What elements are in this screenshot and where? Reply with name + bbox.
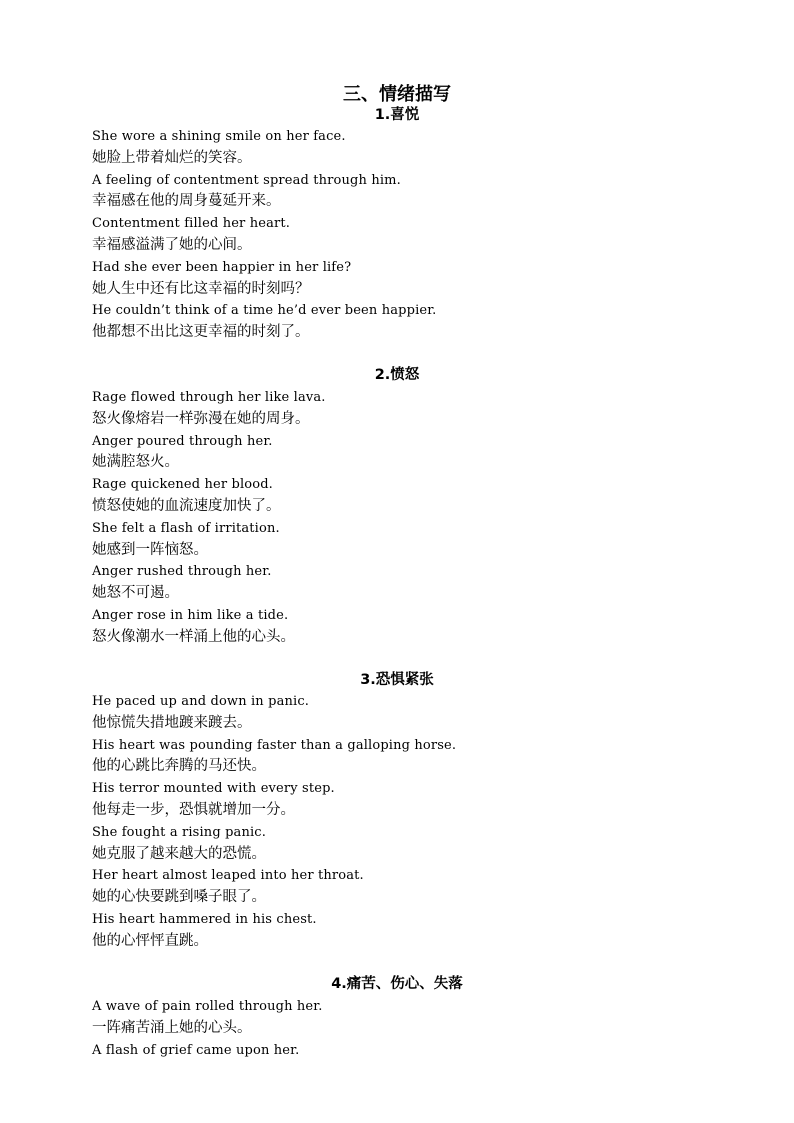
english-sentence: Rage quickened her blood. — [92, 477, 273, 493]
english-sentence: He paced up and down in panic. — [92, 694, 310, 709]
chinese-translation: 一阵痛苦涌上她的心头。 — [92, 1019, 252, 1036]
english-sentence: Anger poured through her. — [92, 433, 273, 449]
chinese-translation: 怒火像熔岩一样弥漫在她的周身。 — [92, 410, 310, 427]
chinese-translation: 怒火像潮水一样涌上他的心头。 — [92, 628, 295, 645]
english-sentence: He couldn’t think of a time he’d ever been happier. — [92, 303, 437, 319]
english-sentence: She felt a flash of irritation. — [92, 520, 280, 536]
section-heading-joy: 1.喜悦 — [374, 107, 420, 123]
chinese-translation: 他的心怦怦直跳。 — [92, 932, 208, 949]
chinese-translation: 她的心快要跳到嗓子眼了。 — [92, 889, 266, 906]
chinese-translation: 她怒不可遏。 — [92, 585, 179, 602]
english-sentence: His terror mounted with every step. — [92, 781, 335, 797]
section-heading-sadness: 4.痛苦、伤心、失落 — [331, 976, 463, 992]
english-sentence: She wore a shining smile on her face. — [92, 129, 346, 144]
section-list-anger — [92, 387, 712, 649]
english-sentence: His heart hammered in his chest. — [92, 911, 317, 927]
chinese-translation: 他的心跳比奔腾的马还快。 — [92, 758, 266, 775]
english-sentence: His heart was pounding faster than a galloping horse. — [92, 737, 457, 753]
section-list-fear — [92, 691, 712, 953]
chinese-translation: 幸福感在他的周身蔓延开来。 — [92, 193, 281, 210]
english-sentence: Her heart almost leaped into her throat. — [92, 868, 364, 884]
chinese-translation: 愤怒使她的血流速度加快了。 — [92, 497, 281, 514]
english-sentence: A wave of pain rolled through her. — [92, 999, 323, 1014]
chinese-translation: 她人生中还有比这幸福的时刻吗？ — [92, 280, 310, 297]
section-list-joy — [92, 126, 712, 344]
english-sentence: A flash of grief came upon her. — [92, 1042, 300, 1058]
chinese-translation: 他都想不出比这更幸福的时刻了。 — [92, 324, 310, 341]
english-sentence: Rage flowed through her like lava. — [92, 390, 326, 405]
section-heading-anger: 2.愤怒 — [374, 367, 420, 383]
chinese-translation: 她克服了越来越大的恐慌。 — [92, 845, 266, 862]
english-sentence: Anger rose in him like a tide. — [92, 607, 289, 623]
chinese-translation: 她感到一阵恼怒。 — [92, 541, 208, 558]
chinese-translation: 幸福感溢满了她的心间。 — [92, 236, 252, 253]
english-sentence: Anger rushed through her. — [92, 564, 272, 580]
chinese-translation: 他每走一步，恐惧就增加一分。 — [92, 801, 295, 818]
english-sentence: Had she ever been happier in her life? — [92, 259, 352, 275]
page-title: 三、情绪描写 — [343, 84, 451, 106]
section-list-sadness — [92, 996, 712, 1061]
chinese-translation: 她满腔怒火。 — [92, 454, 179, 471]
chinese-translation: 她脸上带着灿烂的笑容。 — [92, 149, 252, 166]
english-sentence: A feeling of contentment spread through him. — [92, 172, 401, 188]
section-heading-fear: 3.恐惧紧张 — [360, 672, 434, 688]
english-sentence: She fought a rising panic. — [92, 824, 266, 840]
english-sentence: Contentment filled her heart. — [92, 216, 290, 232]
chinese-translation: 他惊慌失措地踱来踱去。 — [92, 714, 252, 731]
